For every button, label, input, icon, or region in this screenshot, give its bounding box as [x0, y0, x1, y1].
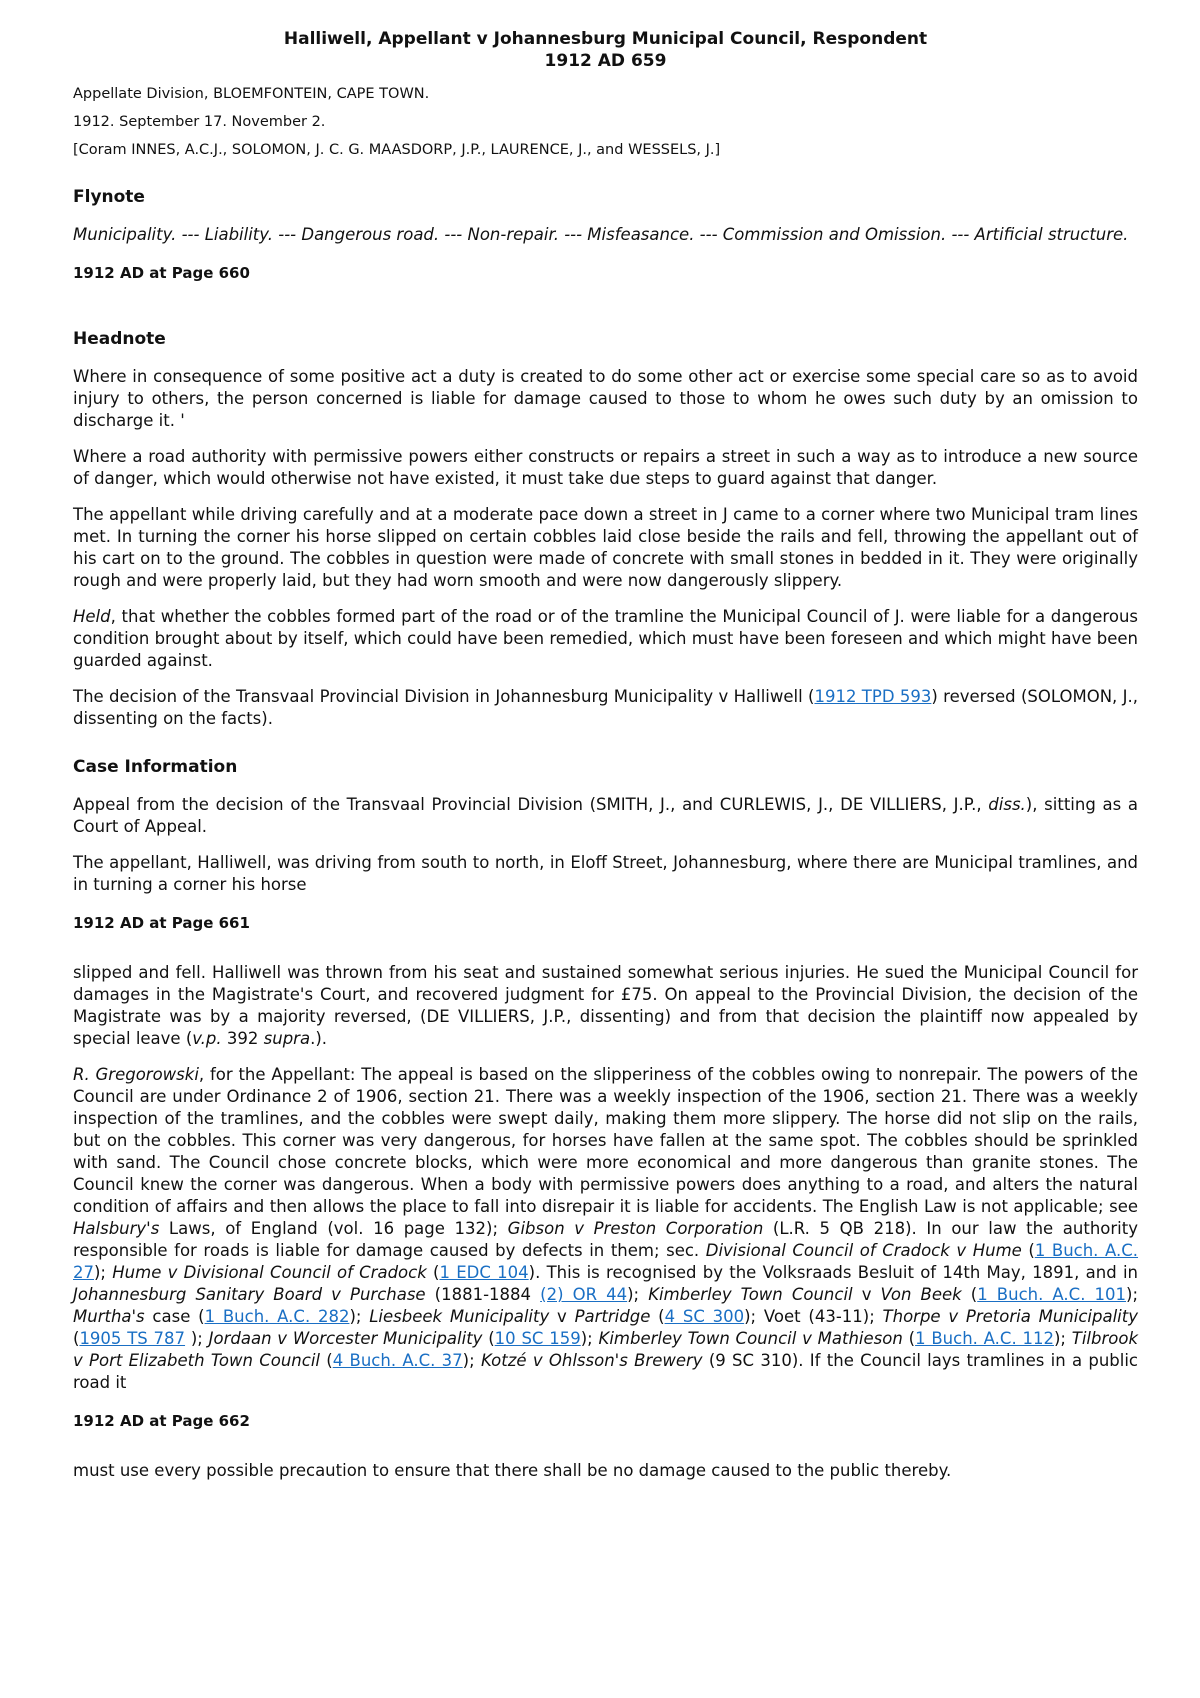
case-info-para-2: The appellant, Halliwell, was driving from south to north, in Eloff Street, Johannesburg, where there are Municipal tramlines, and in turning a corner his horse: [73, 853, 1138, 894]
citation-link[interactable]: 1905 TS 787: [79, 1329, 186, 1348]
flynote-text: Municipality. --- Liability. --- Dangerous road. --- Non-repair. --- Misfeasance. --- Commission and Omission. --- Artificial structure.: [73, 225, 1129, 244]
argument-paragraph: R. Gregorowski, for the Appellant: The appeal is based on the slipperiness of the cobbles owing to nonrepair. The powers of the Council are under Ordinance 2 of 1906, section 21. There was a weekly inspection of the 1906, section 21. There was a weekly inspection of the tramlines, and the cobbles were swept daily, making them more slippery. The horse did not slip on the rails, but on the cobbles. This corner was very dangerous, for horses have fallen at the same spot. The cobbles should be sprinkled with sand. The Council chose concrete blocks, which were more economical and more dangerous than granite stones. The Council knew the corner was dangerous. When a body with permissive powers does anything to a road, and alters the natural condition of affairs and then allows the place to fall into disrepair it is liable for accidents. The English Law is not applicable; see Halsbury's Laws, of England (vol. 16 page 132); Gibson v Preston Corporation (L.R. 5 QB 218). In our law the authority responsible for roads is liable for damage caused by defects in them; sec. Divisional Council of Cradock v Hume (1 Buch. A.C. 27); Hume v Divisional Council of Cradock (1 EDC 104). This is recognised by the Volksraads Besluit of 14th May, 1891, and in Johannesburg Sanitary Board v Purchase (1881-1884 (2) OR 44); Kimberley Town Council v Von Beek (1 Buch. A.C. 101); Murtha's case (1 Buch. A.C. 282); Liesbeek Municipality v Partridge (4 SC 300); Voet (43-11); Thorpe v Pretoria Municipality (1905 TS 787 ); Jordaan v Worcester Municipality (10 SC 159); Kimberley Town Council v Mathieson (1 Buch. A.C. 112); Tilbrook v Port Elizabeth Town Council (4 Buch. A.C. 37); Kotzé v Ohlsson's Brewery (9 SC 310). If the Council lays tramlines in a public road it: [73, 1065, 1139, 1392]
continued-para-1: slipped and fell. Halliwell was thrown from his seat and sustained somewhat serious injuries. He sued the Municipal Council for damages in the Magistrate's Court, and recovered judgment for £75. On appeal to the Provincial Division, the decision of the Magistrate was by a majority reversed, (DE VILLIERS, J.P., dissenting) and from that decision the plaintiff now appealed by special leave (v.p. 392 supra.).: [73, 963, 1138, 1048]
citation-link[interactable]: (2) OR 44: [540, 1285, 628, 1304]
citation-link[interactable]: 1 Buch. A.C. 27: [73, 1241, 1139, 1282]
page-marker-661: 1912 AD at Page 661: [73, 914, 250, 932]
headnote-heading: Headnote: [73, 329, 166, 349]
case-information-heading: Case Information: [73, 757, 238, 777]
dates-line: 1912. September 17. November 2.: [73, 114, 326, 130]
headnote-para-4: Held, that whether the cobbles formed part of the road or of the tramline the Municipal Council of J. were liable for a dangerous condition brought about by itself, which could have been remedied, which must have been foreseen and which might have been guarded against.: [73, 607, 1138, 670]
headnote-para-5: The decision of the Transvaal Provincial Division in Johannesburg Municipality v Halliwell (1912 TPD 593) reversed (SOLOMON, J., dissenting on the facts).: [73, 687, 1138, 728]
headnote-para-2: Where a road authority with permissive powers either constructs or repairs a street in such a way as to introduce a new source of danger, which would otherwise not have existed, it must take due steps to guard against that danger.: [73, 447, 1138, 488]
case-citation: 1912 AD 659: [544, 51, 667, 71]
final-para: must use every possible precaution to ensure that there shall be no damage caused to the public thereby.: [73, 1461, 952, 1480]
case-info-para-1: Appeal from the decision of the Transvaal Provincial Division (SMITH, J., and CURLEWIS, J., DE VILLIERS, J.P., diss.), sitting as a Court of Appeal.: [73, 795, 1138, 836]
citation-link[interactable]: 4 Buch. A.C. 37: [332, 1351, 463, 1370]
page-marker-660: 1912 AD at Page 660: [73, 264, 250, 282]
headnote-para-1: Where in consequence of some positive act a duty is created to do some other act or exercise some special care so as to avoid injury to others, the person concerned is liable for damage caused to those to whom he owes such duty by an omission to discharge it. ': [73, 367, 1138, 430]
citation-link[interactable]: 1 Buch. A.C. 112: [915, 1329, 1054, 1348]
case-title: [73, 28, 1138, 72]
citation-link[interactable]: 4 SC 300: [664, 1307, 745, 1326]
flynote-heading: Flynote: [73, 187, 145, 207]
citation-link-1912-tpd-593[interactable]: 1912 TPD 593: [814, 687, 932, 706]
court-line: Appellate Division, BLOEMFONTEIN, CAPE TOWN.: [73, 86, 430, 102]
counsel-name: R. Gregorowski: [73, 1065, 199, 1084]
case-title-parties: Halliwell, Appellant v Johannesburg Municipal Council, Respondent: [283, 29, 928, 49]
coram-line: [Coram INNES, A.C.J., SOLOMON, J. C. G. MAASDORP, J.P., LAURENCE, J., and WESSELS, J.]: [73, 142, 721, 158]
headnote-para-3: The appellant while driving carefully and at a moderate pace down a street in J came to a corner where two Municipal tram lines met. In turning the corner his horse slipped on certain cobbles laid close beside the rails and fell, throwing the appellant out of his cart on to the ground. The cobbles in question were made of concrete with small stones in bedded in it. They were originally rough and were properly laid, but they had worn smooth and were now dangerously slippery.: [73, 505, 1138, 590]
citation-link[interactable]: 1 EDC 104: [439, 1263, 529, 1282]
citation-link[interactable]: 1 Buch. A.C. 282: [204, 1307, 350, 1326]
citation-link[interactable]: 1 Buch. A.C. 101: [977, 1285, 1127, 1304]
citation-link[interactable]: 10 SC 159: [494, 1329, 581, 1348]
page-marker-662: 1912 AD at Page 662: [73, 1412, 250, 1430]
